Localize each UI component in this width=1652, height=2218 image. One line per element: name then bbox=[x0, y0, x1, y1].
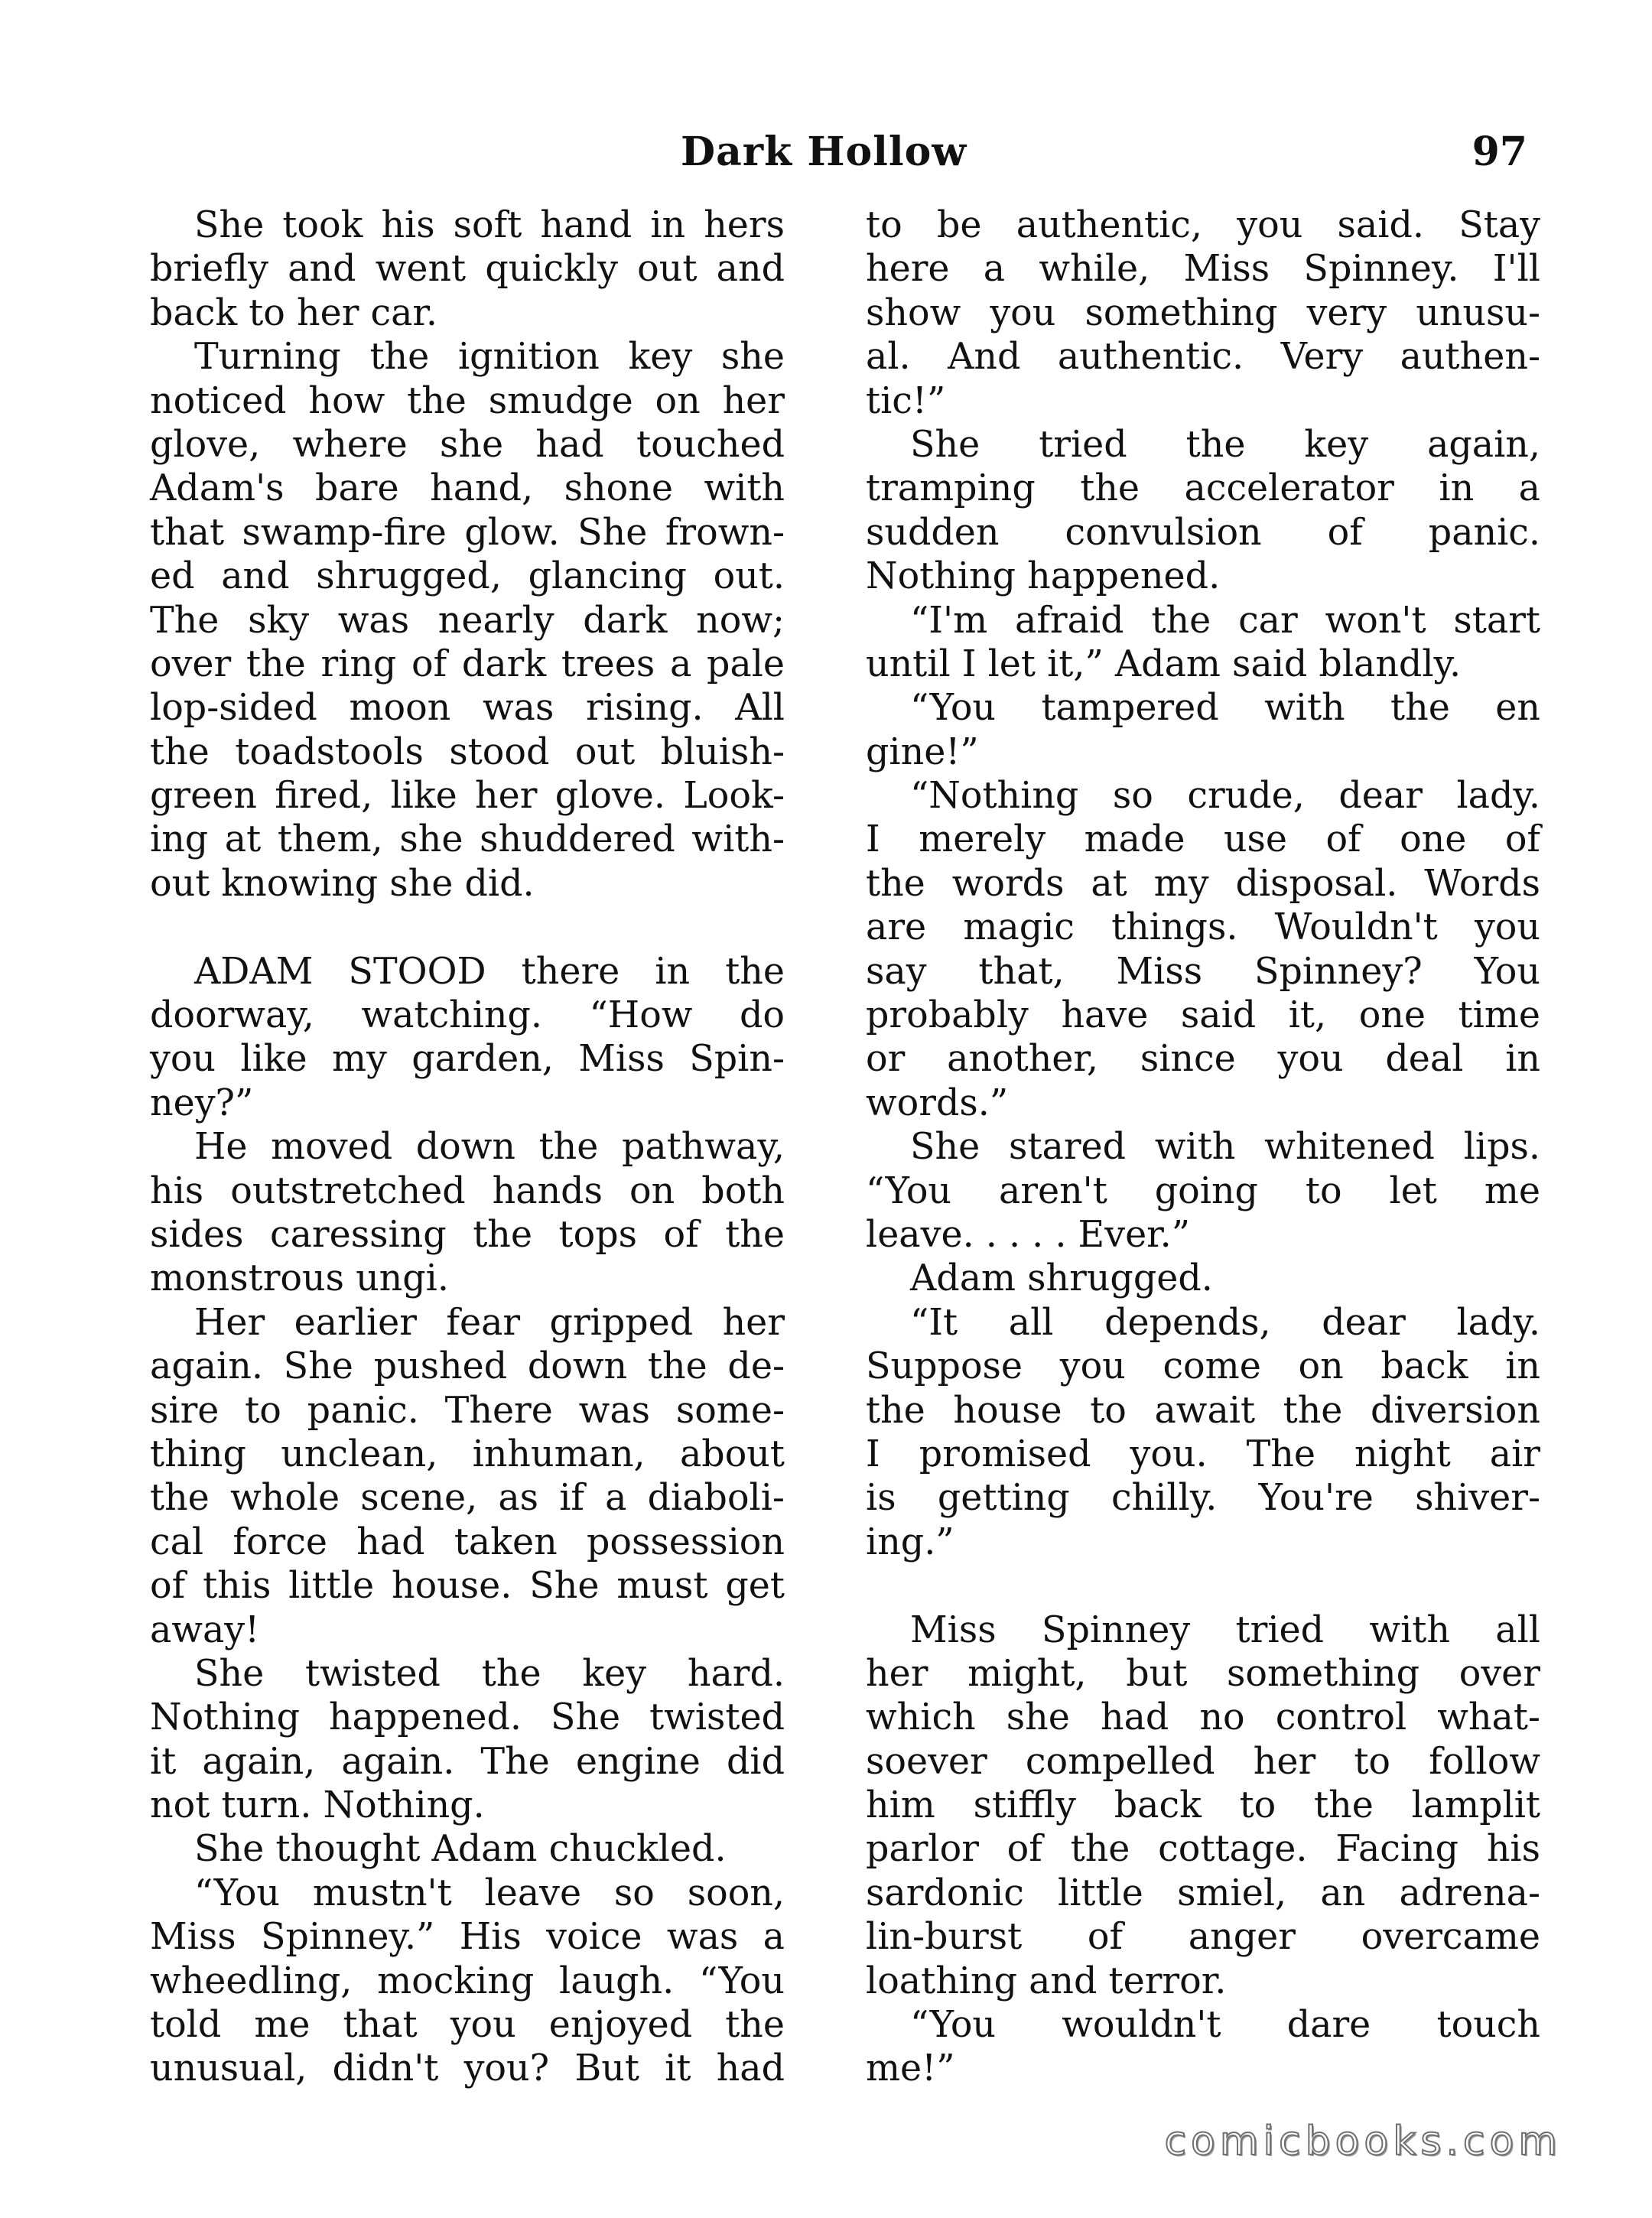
text-line: wheedling, mocking laugh. “You bbox=[150, 1959, 785, 2002]
text-line: you like my garden, Miss Spin- bbox=[150, 1038, 785, 1081]
text-line: al. And authentic. Very authen- bbox=[866, 336, 1540, 379]
text-line: I merely made use of one of bbox=[866, 818, 1540, 861]
text-line: She thought Adam chuckled. bbox=[194, 1828, 727, 1871]
text-line: out knowing she did. bbox=[150, 862, 535, 905]
text-line: thing unclean, inhuman, about bbox=[150, 1433, 785, 1475]
text-line: I promised you. The night air bbox=[866, 1433, 1540, 1475]
text-line: He moved down the pathway, bbox=[194, 1126, 785, 1169]
text-line: told me that you enjoyed the bbox=[150, 2004, 785, 2047]
text-line: gine!” bbox=[866, 730, 979, 773]
text-line: “You tampered with the en bbox=[910, 687, 1540, 730]
paragraph-gap bbox=[866, 1564, 1540, 1608]
text-line: “I'm afraid the car won't start bbox=[910, 599, 1540, 642]
text-line: the toadstools stood out bluish- bbox=[150, 730, 785, 773]
text-line: lop-sided moon was rising. All bbox=[150, 687, 785, 730]
text-line: Nothing happened. bbox=[866, 555, 1221, 598]
text-line: away! bbox=[150, 1608, 260, 1651]
text-line: noticed how the smudge on her bbox=[150, 379, 785, 422]
text-line: not turn. Nothing. bbox=[150, 1784, 485, 1827]
text-line: show you something very unusu- bbox=[866, 291, 1540, 334]
text-line: until I let it,” Adam said blandly. bbox=[866, 642, 1462, 685]
left-text-column bbox=[150, 203, 785, 2091]
text-line: unusual, didn't you? But it had bbox=[150, 2047, 785, 2090]
text-line: Suppose you come on back in bbox=[866, 1345, 1540, 1388]
text-line: lin-burst of anger overcame bbox=[866, 1916, 1540, 1959]
page-number: 97 bbox=[1472, 128, 1527, 175]
text-line: of this little house. She must get bbox=[150, 1565, 785, 1608]
text-line: “You aren't going to let me bbox=[866, 1169, 1540, 1212]
text-line: over the ring of dark trees a pale bbox=[150, 642, 785, 685]
text-line: glove, where she had touched bbox=[150, 423, 785, 466]
text-line: Turning the ignition key she bbox=[194, 336, 785, 379]
text-line: “Nothing so crude, dear lady. bbox=[910, 775, 1540, 818]
text-line: She tried the key again, bbox=[910, 423, 1540, 466]
text-line: here a while, Miss Spinney. I'll bbox=[866, 248, 1540, 291]
text-line: tramping the accelerator in a bbox=[866, 467, 1540, 510]
text-line: again. She pushed down the de- bbox=[150, 1345, 785, 1388]
text-line: She stared with whitened lips. bbox=[910, 1126, 1540, 1169]
right-text-column bbox=[866, 203, 1540, 2091]
text-line: She took his soft hand in hers bbox=[194, 204, 785, 246]
text-line: “You mustn't leave so soon, bbox=[194, 1872, 785, 1914]
text-line: sardonic little smiel, an adrena- bbox=[866, 1872, 1540, 1914]
text-line: words.” bbox=[866, 1081, 1009, 1124]
text-line: green fired, like her glove. Look- bbox=[150, 775, 785, 818]
text-line: cal force had taken possession bbox=[150, 1520, 785, 1563]
text-line: the house to await the diversion bbox=[866, 1389, 1540, 1432]
text-line: the whole scene, as if a diaboli- bbox=[150, 1477, 785, 1520]
text-line: it again, again. The engine did bbox=[150, 1740, 785, 1783]
text-line: leave. . . . . Ever.” bbox=[866, 1213, 1191, 1256]
text-line: ing at them, she shuddered with- bbox=[150, 818, 785, 861]
text-line: briefly and went quickly out and bbox=[150, 248, 785, 291]
text-line: parlor of the cottage. Facing his bbox=[866, 1828, 1540, 1871]
text-line: are magic things. Wouldn't you bbox=[866, 906, 1540, 949]
page-header bbox=[0, 128, 1652, 182]
text-line: me!” bbox=[866, 2047, 955, 2090]
text-line: Adam's bare hand, shone with bbox=[150, 467, 785, 510]
text-line: monstrous ungi. bbox=[150, 1257, 449, 1300]
text-line: The sky was nearly dark now; bbox=[150, 599, 785, 642]
text-line: Her earlier fear gripped her bbox=[194, 1301, 785, 1344]
text-line: ADAM STOOD there in the bbox=[194, 950, 785, 993]
text-line: her might, but something over bbox=[866, 1652, 1540, 1695]
text-line: “You wouldn't dare touch bbox=[910, 2004, 1540, 2047]
text-line: say that, Miss Spinney? You bbox=[866, 950, 1540, 993]
watermark: comicbooks.com bbox=[1164, 2119, 1562, 2164]
text-line: ney?” bbox=[150, 1081, 254, 1124]
text-line: “It all depends, dear lady. bbox=[910, 1301, 1540, 1344]
text-line: to be authentic, you said. Stay bbox=[866, 204, 1540, 246]
text-line: ed and shrugged, glancing out. bbox=[150, 555, 785, 598]
text-line: Adam shrugged. bbox=[910, 1257, 1213, 1300]
text-line: his outstretched hands on both bbox=[150, 1169, 785, 1212]
text-line: back to her car. bbox=[150, 291, 438, 334]
text-line: She twisted the key hard. bbox=[194, 1652, 785, 1695]
text-line: Nothing happened. She twisted bbox=[150, 1696, 785, 1739]
paragraph-gap bbox=[150, 906, 785, 949]
text-line: soever compelled her to follow bbox=[866, 1740, 1540, 1783]
text-line: sides caressing the tops of the bbox=[150, 1213, 785, 1256]
text-line: the words at my disposal. Words bbox=[866, 862, 1540, 905]
text-line: is getting chilly. You're shiver- bbox=[866, 1477, 1540, 1520]
text-line: ing.” bbox=[866, 1520, 954, 1563]
text-line: which she had no control what- bbox=[866, 1696, 1540, 1739]
text-line: loathing and terror. bbox=[866, 1959, 1227, 2002]
text-line: that swamp-fire glow. She frown- bbox=[150, 511, 785, 554]
text-line: probably have said it, one time bbox=[866, 994, 1540, 1037]
text-line: Miss Spinney.” His voice was a bbox=[150, 1916, 785, 1959]
running-title: Dark Hollow bbox=[681, 128, 967, 175]
text-line: Miss Spinney tried with all bbox=[910, 1608, 1540, 1651]
text-line: him stiffly back to the lamplit bbox=[866, 1784, 1540, 1827]
text-line: sire to panic. There was some- bbox=[150, 1389, 785, 1432]
text-line: tic!” bbox=[866, 379, 946, 422]
text-line: or another, since you deal in bbox=[866, 1038, 1540, 1081]
text-line: doorway, watching. “How do bbox=[150, 994, 785, 1037]
text-line: sudden convulsion of panic. bbox=[866, 511, 1540, 554]
